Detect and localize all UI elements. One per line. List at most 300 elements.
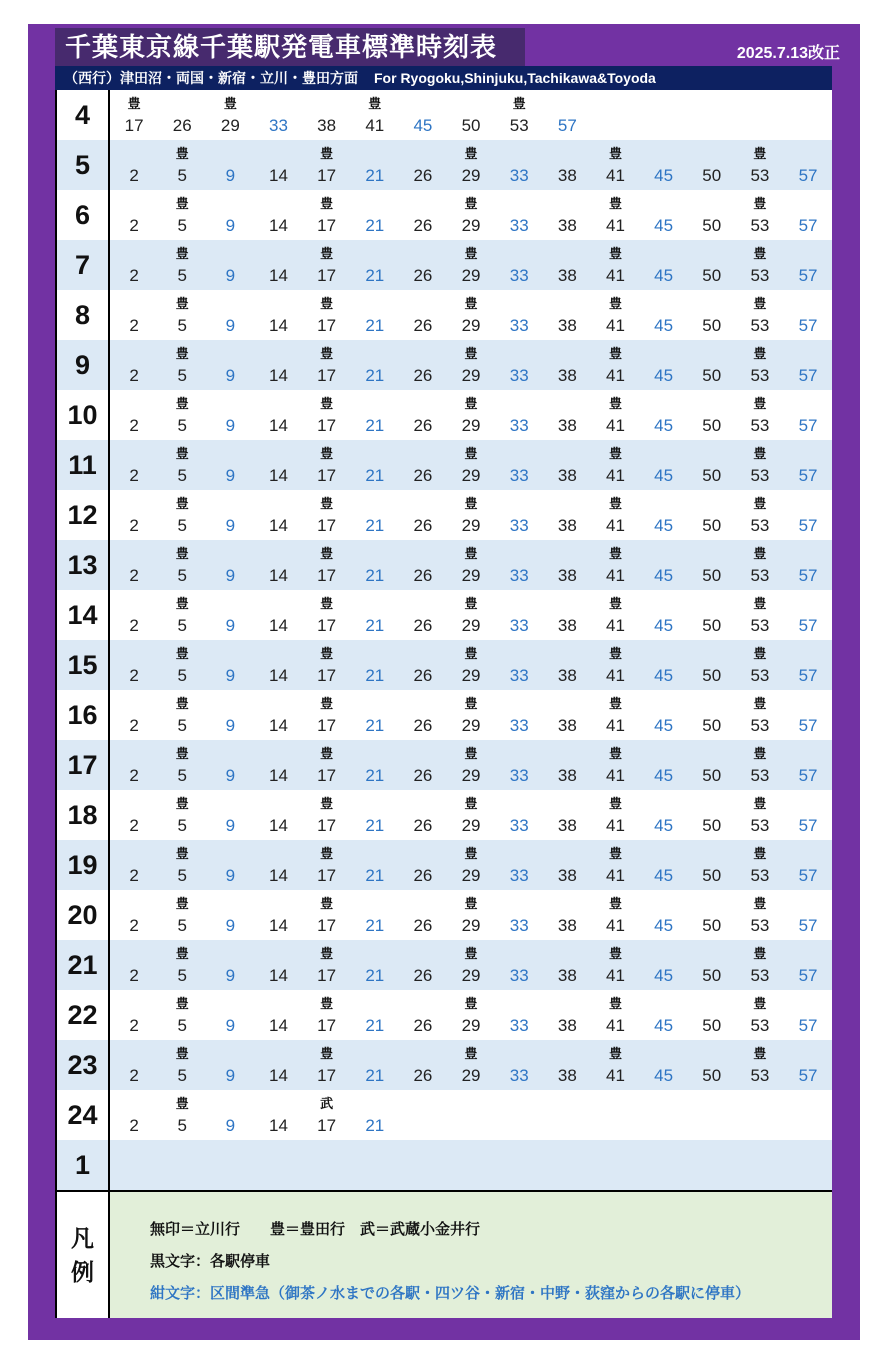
minute-cell xyxy=(399,790,447,840)
destination-mark: 豊 xyxy=(753,546,767,561)
destination-mark: 豊 xyxy=(175,996,189,1011)
minute-cell xyxy=(303,340,351,390)
minute-cell xyxy=(447,990,495,1040)
minute-cells xyxy=(110,90,832,140)
minute-cell xyxy=(351,240,399,290)
minute-cell xyxy=(254,240,302,290)
minute-cell xyxy=(303,440,351,490)
minute-value: 2 xyxy=(129,566,139,585)
minute-value: 5 xyxy=(177,216,187,235)
minute-value: 41 xyxy=(606,916,625,935)
minute-value: 53 xyxy=(750,316,770,335)
minute-value: 57 xyxy=(798,266,818,285)
minute-cell xyxy=(110,1040,158,1090)
minute-cell xyxy=(688,990,736,1040)
destination-mark: 豊 xyxy=(320,646,334,661)
minute-value: 45 xyxy=(654,516,674,535)
minute-value: 2 xyxy=(129,466,139,485)
minute-value: 38 xyxy=(557,966,577,985)
minute-cell xyxy=(303,240,351,290)
minute-cell xyxy=(447,140,495,190)
minute-cells xyxy=(110,790,832,840)
minute-cell xyxy=(399,690,447,740)
minute-cell xyxy=(447,740,495,790)
destination-mark: 豊 xyxy=(175,596,189,611)
minute-value: 26 xyxy=(413,716,433,735)
minute-cell xyxy=(591,240,639,290)
legend xyxy=(55,1190,832,1318)
minute-cells xyxy=(110,490,832,540)
minute-cell xyxy=(640,640,688,690)
minute-value: 17 xyxy=(317,916,337,935)
hour-label: 4 xyxy=(57,90,110,140)
minute-cell xyxy=(640,540,688,590)
hour-row xyxy=(57,540,832,590)
destination-mark: 豊 xyxy=(175,196,189,211)
destination-mark: 豊 xyxy=(608,746,622,761)
minute-cell xyxy=(447,290,495,340)
minute-value: 2 xyxy=(129,1116,139,1135)
destination-mark: 豊 xyxy=(464,996,478,1011)
minute-value: 45 xyxy=(654,816,674,835)
minute-cell xyxy=(736,390,784,440)
minute-cell xyxy=(399,540,447,590)
destination-mark: 豊 xyxy=(320,346,334,361)
minute-value: 38 xyxy=(557,566,577,585)
minute-cell xyxy=(351,690,399,740)
minute-cell xyxy=(591,940,639,990)
minute-value: 17 xyxy=(317,566,337,585)
destination-mark: 豊 xyxy=(175,296,189,311)
minute-cell xyxy=(399,840,447,890)
minute-value: 26 xyxy=(413,1066,433,1085)
minute-cell xyxy=(158,390,206,440)
minute-cell xyxy=(495,240,543,290)
minute-value: 21 xyxy=(365,716,385,735)
minute-cell xyxy=(110,740,158,790)
minute-value: 33 xyxy=(269,116,288,135)
minute-cell xyxy=(688,640,736,690)
destination-mark: 豊 xyxy=(464,696,478,711)
minute-value: 29 xyxy=(461,766,481,785)
destination-mark: 豊 xyxy=(175,1096,189,1111)
minute-cell xyxy=(591,840,639,890)
minute-cell xyxy=(591,540,639,590)
minute-value: 17 xyxy=(317,716,337,735)
page-title: 千葉東京線千葉駅発電車標準時刻表 xyxy=(55,28,525,66)
minute-value: 57 xyxy=(798,516,818,535)
minute-cell xyxy=(399,890,447,940)
minute-cell xyxy=(640,990,688,1040)
destination-mark: 豊 xyxy=(175,846,189,861)
minute-cell xyxy=(206,790,254,840)
minute-cell xyxy=(591,1140,639,1190)
minute-value: 14 xyxy=(269,866,288,885)
destination-mark: 豊 xyxy=(320,446,334,461)
minute-cell xyxy=(447,340,495,390)
minute-cell xyxy=(399,440,447,490)
hour-label: 20 xyxy=(57,890,110,940)
minute-value: 50 xyxy=(702,666,722,685)
minute-cell xyxy=(254,90,302,140)
minute-value: 45 xyxy=(654,266,674,285)
minute-value: 50 xyxy=(702,366,722,385)
minute-cell xyxy=(543,640,591,690)
minute-value: 5 xyxy=(177,416,187,435)
minute-value: 29 xyxy=(461,566,481,585)
minute-cell xyxy=(399,740,447,790)
destination-mark: 豊 xyxy=(464,1046,478,1061)
minute-value: 57 xyxy=(798,816,818,835)
minute-value: 57 xyxy=(798,466,818,485)
minute-value: 53 xyxy=(750,616,770,635)
destination-mark: 豊 xyxy=(608,896,622,911)
minute-value: 45 xyxy=(413,116,433,135)
minute-cell xyxy=(110,540,158,590)
minute-cell xyxy=(784,740,832,790)
minute-value: 53 xyxy=(750,466,770,485)
minute-cell xyxy=(543,740,591,790)
minute-cell xyxy=(591,440,639,490)
destination-mark: 豊 xyxy=(175,396,189,411)
minute-value: 57 xyxy=(798,966,818,985)
minute-value: 33 xyxy=(509,816,529,835)
minute-cells xyxy=(110,240,832,290)
minute-cells xyxy=(110,890,832,940)
legend-body xyxy=(110,1192,760,1318)
destination-mark: 豊 xyxy=(464,496,478,511)
destination-mark: 豊 xyxy=(175,246,189,261)
minute-value: 53 xyxy=(750,816,770,835)
minute-value: 33 xyxy=(509,216,529,235)
legend-label xyxy=(57,1192,110,1318)
minute-value: 2 xyxy=(129,266,139,285)
hour-row xyxy=(57,340,832,390)
minute-value: 29 xyxy=(461,216,481,235)
minute-value: 26 xyxy=(172,116,192,135)
minute-cell xyxy=(784,690,832,740)
hour-row xyxy=(57,240,832,290)
minute-value: 45 xyxy=(654,666,674,685)
hour-row xyxy=(57,140,832,190)
minute-value: 17 xyxy=(317,666,337,685)
minute-value: 9 xyxy=(225,216,236,235)
hour-label: 9 xyxy=(57,340,110,390)
minute-cell xyxy=(254,940,302,990)
minute-cell xyxy=(447,590,495,640)
minute-cell xyxy=(303,1040,351,1090)
destination-mark: 豊 xyxy=(753,846,767,861)
destination-mark: 豊 xyxy=(464,596,478,611)
destination-mark: 豊 xyxy=(464,196,478,211)
minute-cell xyxy=(399,1090,447,1140)
minute-value: 50 xyxy=(702,316,722,335)
minute-cell xyxy=(399,640,447,690)
minute-value: 53 xyxy=(750,716,770,735)
minute-value: 41 xyxy=(606,866,625,885)
minute-value: 57 xyxy=(798,216,818,235)
destination-mark: 豊 xyxy=(608,646,622,661)
minute-cell xyxy=(110,90,158,140)
minute-cell xyxy=(254,140,302,190)
minute-value: 9 xyxy=(225,366,236,385)
minute-value: 21 xyxy=(365,916,385,935)
minute-cell xyxy=(447,790,495,840)
minute-cells xyxy=(110,290,832,340)
minute-cell xyxy=(736,490,784,540)
destination-mark: 豊 xyxy=(175,346,189,361)
minute-value: 53 xyxy=(750,366,770,385)
minute-cell xyxy=(640,590,688,640)
minute-cell xyxy=(399,490,447,540)
minute-value: 41 xyxy=(606,216,625,235)
minute-value: 29 xyxy=(461,916,481,935)
hour-label: 8 xyxy=(57,290,110,340)
minute-value: 17 xyxy=(317,1066,337,1085)
minute-cell xyxy=(784,390,832,440)
minute-cell xyxy=(495,390,543,440)
hour-row xyxy=(57,90,832,140)
minute-value: 38 xyxy=(557,366,577,385)
minute-cell xyxy=(110,690,158,740)
minute-cell xyxy=(303,1090,351,1140)
minute-cell xyxy=(110,940,158,990)
minute-cell xyxy=(351,90,399,140)
destination-mark: 豊 xyxy=(608,596,622,611)
destination-mark: 豊 xyxy=(223,96,237,111)
minute-value: 5 xyxy=(177,716,187,735)
minute-value: 17 xyxy=(317,216,337,235)
minute-cell xyxy=(543,1090,591,1140)
minute-cell xyxy=(158,790,206,840)
minute-value: 21 xyxy=(365,266,385,285)
minute-value: 57 xyxy=(798,666,818,685)
minute-cell xyxy=(158,890,206,940)
minute-cell xyxy=(688,790,736,840)
minute-cell xyxy=(447,90,495,140)
minute-cell xyxy=(688,540,736,590)
minute-value: 21 xyxy=(365,766,385,785)
minute-value: 26 xyxy=(413,766,433,785)
destination-mark: 豊 xyxy=(464,296,478,311)
minute-cell xyxy=(736,140,784,190)
minute-cell xyxy=(495,190,543,240)
minute-value: 5 xyxy=(177,1066,187,1085)
minute-cell xyxy=(495,1140,543,1190)
minute-value: 14 xyxy=(269,966,288,985)
minute-cell xyxy=(110,390,158,440)
minute-cell xyxy=(206,240,254,290)
legend-label-top: 凡 xyxy=(71,1224,94,1251)
minute-value: 21 xyxy=(365,166,385,185)
minute-cell xyxy=(158,340,206,390)
destination-mark: 豊 xyxy=(608,296,622,311)
minute-cell xyxy=(206,740,254,790)
minute-cell xyxy=(543,1140,591,1190)
minute-value: 14 xyxy=(269,566,288,585)
minute-cell xyxy=(158,190,206,240)
minute-cell xyxy=(688,1090,736,1140)
minute-value: 53 xyxy=(750,666,770,685)
minute-value: 29 xyxy=(461,416,481,435)
destination-mark: 豊 xyxy=(608,696,622,711)
minute-cell xyxy=(640,190,688,240)
minute-value: 5 xyxy=(177,366,187,385)
minute-value: 14 xyxy=(269,466,288,485)
destination-mark: 豊 xyxy=(320,496,334,511)
minute-value: 21 xyxy=(365,516,385,535)
minute-cell xyxy=(158,1140,206,1190)
minute-cell xyxy=(254,690,302,740)
minute-cell xyxy=(254,340,302,390)
minute-value: 2 xyxy=(129,416,139,435)
hour-label: 21 xyxy=(57,940,110,990)
destination-mark: 豊 xyxy=(753,446,767,461)
minute-value: 53 xyxy=(509,116,529,135)
minute-value: 41 xyxy=(606,266,625,285)
minute-value: 45 xyxy=(654,1016,674,1035)
minute-cell xyxy=(736,240,784,290)
minute-cell xyxy=(736,1140,784,1190)
minute-value: 45 xyxy=(654,166,674,185)
minute-cell xyxy=(447,1090,495,1140)
minute-cell xyxy=(206,840,254,890)
minute-cell xyxy=(351,540,399,590)
destination-mark: 豊 xyxy=(464,746,478,761)
minute-value: 29 xyxy=(461,966,481,985)
minute-cell xyxy=(447,240,495,290)
minute-value: 9 xyxy=(225,316,236,335)
minute-value: 41 xyxy=(606,716,625,735)
minute-cell xyxy=(543,340,591,390)
minute-cell xyxy=(351,440,399,490)
destination-mark: 豊 xyxy=(320,1046,334,1061)
minute-value: 2 xyxy=(129,666,139,685)
minute-value: 29 xyxy=(461,266,481,285)
minute-value: 41 xyxy=(606,566,625,585)
minute-cell xyxy=(303,390,351,440)
hour-row xyxy=(57,490,832,540)
minute-value: 38 xyxy=(557,1016,577,1035)
minute-cell xyxy=(110,490,158,540)
hour-label: 12 xyxy=(57,490,110,540)
minute-cell xyxy=(303,990,351,1040)
minute-cell xyxy=(110,340,158,390)
minute-value: 45 xyxy=(654,716,674,735)
minute-cell xyxy=(254,840,302,890)
minute-cell xyxy=(495,990,543,1040)
minute-value: 53 xyxy=(750,1016,770,1035)
minute-cell xyxy=(640,940,688,990)
minute-value: 50 xyxy=(702,1016,722,1035)
minute-cell xyxy=(206,590,254,640)
minute-cell xyxy=(254,540,302,590)
minute-value: 2 xyxy=(129,1016,139,1035)
destination-mark: 豊 xyxy=(464,396,478,411)
minute-value: 2 xyxy=(129,916,139,935)
minute-value: 29 xyxy=(461,666,481,685)
minute-value: 57 xyxy=(798,566,818,585)
minute-cell xyxy=(399,240,447,290)
minute-value: 41 xyxy=(606,166,625,185)
minute-value: 29 xyxy=(220,116,240,135)
minute-cell xyxy=(110,590,158,640)
minute-cell xyxy=(543,290,591,340)
minute-cell xyxy=(399,590,447,640)
minute-cell xyxy=(254,890,302,940)
minute-cell xyxy=(495,890,543,940)
hour-label: 17 xyxy=(57,740,110,790)
minute-value: 29 xyxy=(461,816,481,835)
minute-value: 29 xyxy=(461,166,481,185)
minute-cell xyxy=(447,940,495,990)
minute-value: 17 xyxy=(317,866,337,885)
minute-value: 21 xyxy=(365,566,385,585)
minute-cell xyxy=(399,1140,447,1190)
minute-cell xyxy=(447,540,495,590)
minute-cell xyxy=(303,840,351,890)
minute-value: 57 xyxy=(798,916,818,935)
minute-cell xyxy=(158,540,206,590)
minute-value: 14 xyxy=(269,666,288,685)
legend-label-bottom: 例 xyxy=(71,1259,94,1285)
minute-cell xyxy=(543,140,591,190)
minute-cell xyxy=(688,890,736,940)
hour-row xyxy=(57,990,832,1040)
minute-value: 38 xyxy=(557,316,577,335)
minute-value: 57 xyxy=(798,1066,818,1085)
minute-value: 5 xyxy=(177,466,187,485)
destination-mark: 豊 xyxy=(464,346,478,361)
minute-cell xyxy=(158,590,206,640)
minute-cell xyxy=(640,840,688,890)
minute-cell xyxy=(784,640,832,690)
minute-value: 50 xyxy=(702,166,722,185)
minute-value: 29 xyxy=(461,866,481,885)
minute-value: 26 xyxy=(413,966,433,985)
minute-cell xyxy=(495,840,543,890)
minute-cell xyxy=(543,890,591,940)
minute-cell xyxy=(543,690,591,740)
minute-cell xyxy=(591,490,639,540)
minute-value: 50 xyxy=(702,866,722,885)
destination-mark: 豊 xyxy=(464,896,478,911)
minute-cell xyxy=(447,840,495,890)
minute-cell xyxy=(303,1140,351,1190)
minute-value: 33 xyxy=(509,616,529,635)
minute-cell xyxy=(543,440,591,490)
minute-cell xyxy=(206,540,254,590)
minute-cell xyxy=(688,90,736,140)
minute-cell xyxy=(158,740,206,790)
minute-cell xyxy=(688,140,736,190)
minute-cell xyxy=(303,940,351,990)
minute-value: 2 xyxy=(129,216,139,235)
minute-cell xyxy=(110,790,158,840)
minute-cell xyxy=(351,990,399,1040)
hour-label: 11 xyxy=(57,440,110,490)
destination-mark: 豊 xyxy=(753,196,767,211)
minute-cell xyxy=(303,290,351,340)
hour-row xyxy=(57,690,832,740)
minute-value: 38 xyxy=(557,466,577,485)
minute-value: 50 xyxy=(702,816,722,835)
minute-value: 14 xyxy=(269,1116,288,1135)
minute-value: 9 xyxy=(225,1016,236,1035)
minute-value: 17 xyxy=(317,166,337,185)
minute-value: 38 xyxy=(557,1066,577,1085)
hour-label: 14 xyxy=(57,590,110,640)
